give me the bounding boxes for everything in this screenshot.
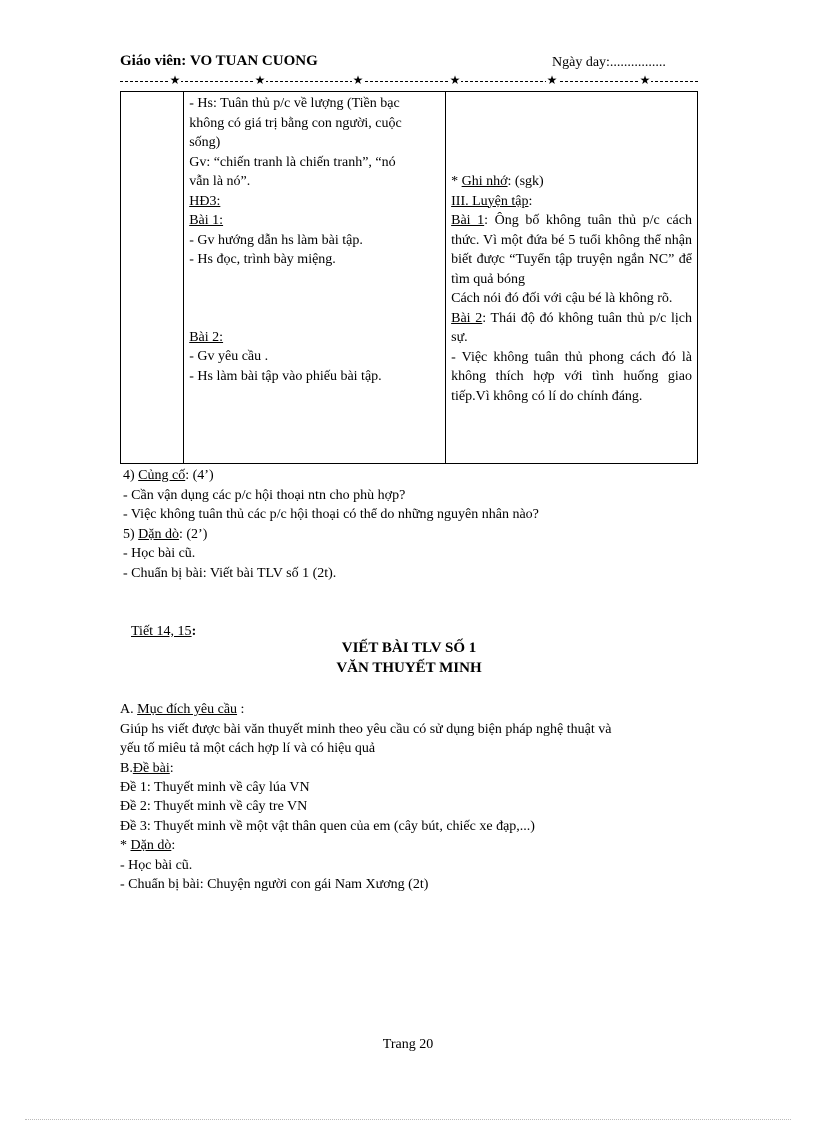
table-col-content: [446, 92, 698, 464]
activity-heading: Bài 2:: [189, 329, 224, 345]
teacher-name: VO TUAN CUONG: [190, 53, 318, 69]
page-subtitle: VĂN THUYẾT MINH: [336, 660, 482, 676]
cung-co-label: Củng cố: [138, 468, 186, 483]
page-edge: [25, 1119, 791, 1120]
star-icon: ★: [169, 73, 181, 87]
section-b-label: Đề bài: [132, 761, 170, 776]
section-a-rest: :: [237, 702, 245, 717]
cung-co-rest: : (4’): [185, 468, 214, 483]
section-a-prefix: A.: [120, 702, 138, 717]
activity-line: - Hs làm bài tập vào phiếu bài tập.: [189, 368, 382, 384]
star-icon: ★: [639, 73, 651, 87]
dan-do-label: Dặn dò: [138, 527, 179, 542]
section-a-text: Giúp hs viết được bài văn thuyết minh theo yêu cầu có sử dụng biện pháp nghệ thuật và: [120, 722, 612, 737]
bai1-extra: Cách nói đó đối với cậu bé là không rõ.: [451, 291, 673, 306]
luyen-tap-colon: :: [528, 193, 533, 209]
section-a-text: yếu tố miêu tả một cách hợp lí và có hiệu quả: [120, 741, 376, 756]
bai1-answer: [451, 211, 692, 289]
ghi-nho-label: Ghi nhớ: [461, 174, 508, 189]
cung-co-num: 4): [123, 468, 139, 483]
activity-line: - Gv hướng dẫn hs làm bài tập.: [189, 232, 363, 248]
bai2-answer: [451, 309, 692, 348]
star-icon: ★: [352, 73, 364, 87]
star-icon: ★: [449, 73, 461, 87]
bai2-extra: - Việc không tuân thủ phong cách đó là không thích hợp với tình huống giao tiếp.Vì không có lí do chính đáng.: [451, 349, 692, 404]
tiet-label: Tiết 14, 15: [131, 624, 192, 639]
table-col-activities: [184, 92, 446, 464]
dan-do-rest-2: :: [171, 838, 176, 853]
activity-heading: Bài 1:: [189, 213, 224, 228]
section-b-prefix: B.: [120, 761, 133, 776]
ghi-nho-rest: : (sgk): [507, 174, 544, 189]
spacer: [189, 270, 440, 328]
cung-co-line: - Cần vận dụng các p/c hội thoại ntn cho phù hợp?: [123, 488, 406, 503]
cung-co-line: - Việc không tuân thủ các p/c hội thoại có thể do những nguyên nhân nào?: [123, 507, 539, 522]
de-bai-item: Đề 2: Thuyết minh về cây tre VN: [120, 799, 308, 814]
section-b-heading: [120, 759, 174, 779]
page-number: Trang 20: [382, 1037, 434, 1052]
star-icon: ★: [254, 73, 266, 87]
dan-do-line-2: - Học bài cũ.: [120, 858, 193, 873]
bai1-label: Bài 1: [451, 213, 485, 228]
de-bai-item: Đề 3: Thuyết minh về một vật thân quen của em (cây bút, chiếc xe đạp,...): [120, 819, 535, 834]
dan-do-label-2: Dặn dò: [130, 838, 172, 853]
lesson-table: [120, 91, 698, 464]
activity-line: - Hs đọc, trình bày miệng.: [189, 252, 336, 267]
teacher-label: Giáo viên:: [120, 53, 187, 69]
luyen-tap-label: III. Luyện tập: [451, 193, 529, 209]
de-bai-item: Đề 1: Thuyết minh về cây lúa VN: [120, 780, 310, 795]
dan-do-line: - Chuẩn bị bài: Viết bài TLV số 1 (2t).: [123, 566, 337, 581]
ghi-nho-line: [451, 172, 692, 192]
dan-do-line-2: - Chuẩn bị bài: Chuyện người con gái Nam Xương (2t): [120, 877, 429, 892]
section-a-heading: [120, 700, 244, 720]
dan-do-num: 5): [123, 527, 139, 542]
ghi-nho-prefix: *: [451, 174, 462, 189]
activity-line: - Hs: Tuân thủ p/c về lượng (Tiền bạc: [189, 96, 400, 111]
activity-heading: HĐ3:: [189, 193, 221, 209]
bai2-label: Bài 2: [451, 310, 483, 326]
bai1-text: : Ông bố không tuân thủ p/c cách thức. Vì một đứa bé 5 tuổi không thể nhận biết được “Tuyển tập truyện ngắn NC” để tìm quả bóng: [451, 213, 692, 287]
teacher-line: [120, 53, 318, 70]
star-icon: ★: [546, 73, 558, 87]
activity-line: sống): [189, 135, 221, 150]
activity-line: Gv: “chiến tranh là chiến tranh”, “nó: [189, 154, 396, 170]
section-b-rest: :: [169, 761, 174, 776]
bai2-text: : Thái độ đó không tuân thủ p/c lịch sự.: [451, 310, 692, 345]
header-separator: [120, 81, 698, 82]
dan-do-heading-2: [120, 836, 175, 856]
date-label: Ngày day:................: [552, 55, 666, 70]
activity-line: không có giá trị bằng con người, cuộc: [189, 115, 402, 131]
activity-line: vẫn là nó”.: [189, 174, 251, 189]
dan-do-line: - Học bài cũ.: [123, 546, 196, 561]
dan-do-heading: [123, 525, 207, 545]
page-title: VIẾT BÀI TLV SỐ 1: [341, 640, 477, 656]
activity-line: - Gv yêu cầu .: [189, 349, 269, 364]
dan-do-rest: : (2’): [179, 527, 208, 542]
luyen-tap-line: [451, 192, 692, 212]
cung-co-heading: [123, 466, 214, 486]
tiet-colon: :: [191, 624, 197, 639]
table-col-empty: [121, 92, 184, 464]
dan-do-prefix: *: [120, 838, 131, 853]
tiet-heading: [131, 622, 196, 642]
section-a-label: Mục đích yêu cầu: [137, 702, 238, 717]
